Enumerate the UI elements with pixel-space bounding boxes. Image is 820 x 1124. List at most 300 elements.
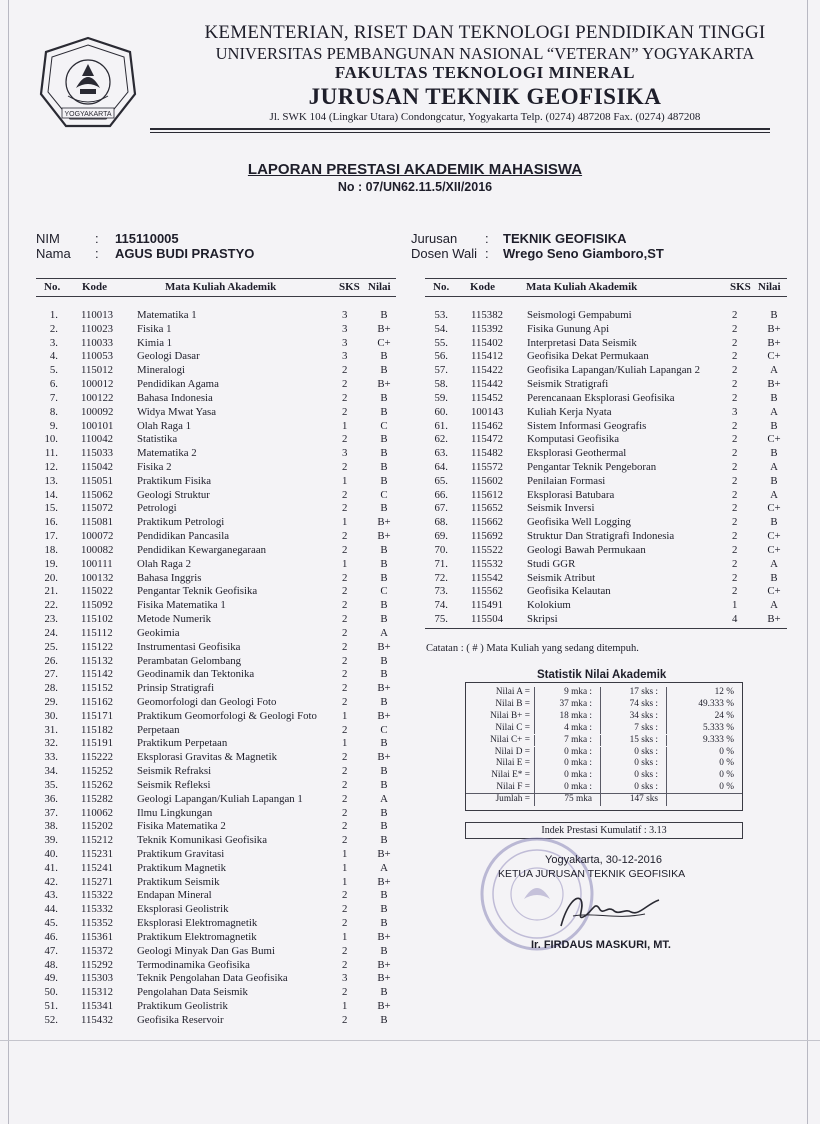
course-no: 17. [44,530,58,543]
course-name: Eksplorasi Batubara [527,488,615,501]
dosen-wali-label: Dosen Wali [411,246,477,261]
stat-sks: 7 sks : [634,722,658,733]
course-name: Kolokium [527,599,571,612]
col-header-kode-left: Kode [82,281,108,293]
course-name: Geologi Struktur [137,488,210,501]
stat-total-rule [466,793,742,794]
course-name: Studi GGR [527,557,576,570]
stat-column-divider [600,687,601,699]
course-sks: 1 [342,875,348,888]
stat-label: Nilai E* = [491,770,530,781]
course-no: 13. [44,474,58,487]
course-kode: 115652 [471,502,503,515]
course-no: 72. [434,571,448,584]
course-nilai: B [380,944,388,957]
stat-percent: 24 % [714,710,734,721]
stat-column-divider [534,711,535,723]
course-kode: 100072 [81,530,114,543]
course-nilai: B [770,391,778,404]
course-no: 42. [44,875,58,888]
stat-mka: 18 mka : [559,710,592,721]
course-kode: 115692 [471,530,503,543]
course-sks: 2 [342,461,348,474]
course-name: Pengantar Teknik Geofisika [137,585,258,598]
stat-percent: 0 % [719,782,734,793]
stat-column-divider [600,758,601,770]
stat-column-divider [666,758,667,770]
course-kode: 115562 [471,585,503,598]
col-header-nilai-right: Nilai [758,281,781,293]
course-no: 73. [434,585,448,598]
course-kode: 115491 [471,599,503,612]
course-sks: 2 [732,336,738,349]
stat-column-divider [534,770,535,782]
course-kode: 115412 [471,350,503,363]
course-sks: 2 [732,543,738,556]
course-sks: 2 [342,433,348,446]
course-no: 57. [434,364,448,377]
course-nilai: B [380,557,388,570]
course-name: Struktur Dan Stratigrafi Indonesia [527,530,675,543]
course-kode: 115612 [471,488,503,501]
table-left-top-rule [36,278,396,279]
course-nilai: A [380,626,388,639]
header-ministry: KEMENTERIAN, RISET DAN TEKNOLOGI PENDIDIKAN TINGGI [204,22,766,43]
course-nilai: B [380,447,388,460]
course-sks: 3 [342,309,348,321]
course-kode: 115022 [81,585,113,598]
course-no: 75. [434,613,448,626]
course-name: Sistem Informasi Geografis [527,419,647,432]
stat-column-divider [534,687,535,699]
stat-percent: 0 % [719,746,734,757]
course-kode: 115472 [471,433,503,446]
stat-label: Nilai D = [494,746,530,757]
course-nilai: C+ [767,530,781,543]
stat-row [466,747,742,759]
course-sks: 3 [342,336,348,349]
nim-colon: : [95,231,99,246]
stat-column-divider [534,699,535,711]
course-nilai: A [770,599,778,612]
course-name: Bahasa Inggris [137,571,202,584]
stat-label: Nilai F = [496,782,530,793]
course-name: Interpretasi Data Seismik [527,336,637,349]
course-sks: 3 [342,350,348,363]
course-nilai: B [380,599,388,612]
course-sks: 2 [342,585,348,598]
course-sks: 2 [342,903,348,916]
course-kode: 110053 [81,350,113,363]
course-no: 12. [44,461,58,474]
course-no: 7. [49,391,58,404]
course-kode: 115112 [81,626,113,639]
course-kode: 100082 [81,543,114,556]
course-name: Bahasa Indonesia [137,391,213,404]
course-nilai: C+ [767,350,781,363]
course-name: Fisika Matematika 1 [137,599,226,612]
course-sks: 2 [342,530,348,543]
course-nilai: B [380,820,388,833]
course-nilai: B [380,903,388,916]
stat-column-divider [666,711,667,723]
stat-percent: 49.333 % [698,698,734,709]
course-sks: 1 [342,847,348,860]
stat-column-divider [534,735,535,747]
course-no: 32. [44,737,58,750]
course-nilai: B+ [767,613,781,626]
course-name: Eksplorasi Gravitas & Magnetik [137,751,278,764]
course-nilai: B+ [377,751,391,764]
course-no: 26. [44,654,58,667]
svg-text:YOGYAKARTA: YOGYAKARTA [64,111,112,118]
course-nilai: B [380,461,388,474]
course-nilai: B [380,778,388,791]
course-kode: 115532 [471,557,503,570]
course-name: Perambatan Gelombang [137,654,242,667]
course-nilai: B [380,917,388,930]
course-no: 10. [44,433,58,446]
course-sks: 2 [342,820,348,833]
header-university: UNIVERSITAS PEMBANGUNAN NASIONAL “VETERAN” YOGYAKARTA [215,44,755,63]
course-sks: 2 [732,391,738,404]
course-no: 34. [44,765,58,778]
course-sks: 2 [342,986,348,999]
course-kode: 100132 [81,571,114,584]
course-kode: 115162 [81,695,113,708]
course-nilai: B+ [377,930,391,943]
course-kode: 115462 [471,419,503,432]
jurusan-label: Jurusan [411,231,458,246]
course-nilai: B [380,350,388,363]
course-nilai: B [380,668,388,681]
course-kode: 115042 [81,461,113,474]
course-nilai: B [380,613,388,626]
course-no: 30. [44,709,58,722]
course-name: Eksplorasi Elektromagnetik [137,917,258,930]
course-sks: 2 [342,654,348,667]
course-no: 62. [434,433,448,446]
course-name: Seismik Refraksi [137,765,212,778]
course-nilai: B [380,695,388,708]
course-name: Pendidikan Agama [137,378,219,391]
table-right-bottom-rule [425,628,787,629]
course-nilai: B+ [377,530,391,543]
course-sks: 2 [732,350,738,363]
course-sks: 2 [342,599,348,612]
course-kode: 115402 [471,336,503,349]
header-rule [150,128,770,130]
course-name: Geofisika Reservoir [137,1013,224,1026]
course-kode: 115422 [471,364,503,377]
course-name: Praktikum Elektromagnetik [137,930,257,943]
stat-percent: 9.333 % [703,734,734,745]
course-name: Seismologi Gempabumi [527,309,632,321]
course-sks: 2 [732,571,738,584]
course-kode: 115504 [471,613,503,626]
course-sks: 2 [732,461,738,474]
course-nilai: B+ [377,640,391,653]
course-name: Petrologi [137,502,177,515]
course-kode: 115312 [81,986,113,999]
course-nilai: B+ [377,322,391,335]
course-name: Fisika Gunung Api [527,322,610,335]
course-no: 51. [44,1000,58,1012]
course-kode: 115231 [81,847,113,860]
course-name: Kuliah Kerja Nyata [527,405,612,418]
course-name: Praktikum Magnetik [137,861,227,874]
course-kode: 115152 [81,682,113,695]
nim-label: NIM [36,231,60,246]
stat-column-divider [666,699,667,711]
course-kode: 115352 [81,917,113,930]
stat-sks: 0 sks : [634,746,658,757]
dosen-wali-colon: : [485,246,489,261]
col-header-mk-right: Mata Kuliah Akademik [526,281,638,293]
course-sks: 2 [342,723,348,736]
course-sks: 2 [342,778,348,791]
course-nilai: B+ [377,709,391,722]
nama-colon: : [95,246,99,261]
course-kode: 115303 [81,972,113,985]
course-no: 56. [434,350,448,363]
course-nilai: B+ [377,972,391,985]
course-name: Geofisika Kelautan [527,585,611,598]
course-sks: 3 [732,405,738,418]
course-kode: 110033 [81,336,113,349]
course-nilai: A [770,364,778,377]
course-sks: 1 [342,516,348,529]
course-no: 22. [44,599,58,612]
nama-label: Nama [36,246,71,261]
col-header-no-left: No. [44,281,61,293]
course-no: 19. [44,557,58,570]
stat-sks: 147 sks [629,794,658,805]
course-nilai: B [770,309,778,321]
course-no: 41. [44,861,58,874]
course-no: 58. [434,378,448,391]
course-no: 65. [434,474,448,487]
course-no: 74. [434,599,448,612]
course-name: Seismik Refleksi [137,778,211,791]
course-kode: 115081 [81,516,113,529]
dosen-wali-value: Wrego Seno Giamboro,ST [503,246,664,261]
course-nilai: B [770,419,778,432]
course-kode: 115142 [81,668,113,681]
course-name: Perpetaan [137,723,180,736]
course-no: 33. [44,751,58,764]
course-nilai: B [380,405,388,418]
course-nilai: A [380,861,388,874]
course-sks: 2 [732,378,738,391]
course-nilai: B [380,543,388,556]
course-kode: 115171 [81,709,113,722]
course-kode: 115602 [471,474,503,487]
stat-column-divider [666,687,667,699]
course-name: Praktikum Geolistrik [137,1000,228,1012]
course-no: 69. [434,530,448,543]
course-no: 21. [44,585,58,598]
course-name: Skripsi [527,613,558,626]
signature-name: Ir. FIRDAUS MASKURI, MT. [531,939,671,951]
course-nilai: B [380,889,388,902]
course-no: 54. [434,322,448,335]
course-sks: 2 [732,419,738,432]
course-nilai: B+ [377,516,391,529]
stat-sks: 0 sks : [634,770,658,781]
course-no: 68. [434,516,448,529]
course-name: Fisika 2 [137,461,172,474]
course-name: Teknik Komunikasi Geofisika [137,834,267,847]
course-kode: 115282 [81,792,113,805]
course-name: Perencanaan Eksplorasi Geofisika [527,391,675,404]
course-sks: 2 [732,433,738,446]
course-sks: 2 [342,626,348,639]
course-sks: 1 [342,861,348,874]
course-kode: 115322 [81,889,113,902]
course-no: 60. [434,405,448,418]
course-no: 71. [434,557,448,570]
course-sks: 3 [342,322,348,335]
course-sks: 2 [342,695,348,708]
course-no: 24. [44,626,58,639]
course-no: 49. [44,972,58,985]
course-sks: 2 [342,668,348,681]
stat-sks: 74 sks : [629,698,658,709]
stat-row [466,735,742,747]
course-nilai: B [380,834,388,847]
course-kode: 115542 [471,571,503,584]
course-sks: 2 [732,516,738,529]
course-sks: 2 [342,889,348,902]
stat-mka: 0 mka : [564,758,592,769]
course-no: 23. [44,613,58,626]
course-no: 9. [49,419,58,432]
course-sks: 2 [732,530,738,543]
course-no: 25. [44,640,58,653]
course-name: Praktikum Seismik [137,875,220,888]
stat-mka: 75 mka [564,794,592,805]
handwritten-signature [555,886,665,936]
scan-edge-bottom [0,1040,820,1041]
course-name: Praktikum Petrologi [137,516,225,529]
course-nilai: C [380,419,388,432]
course-kode: 115191 [81,737,113,750]
table-left-header-rule [36,296,396,297]
course-nilai: A [770,405,778,418]
course-name: Geofisika Dekat Permukaan [527,350,649,363]
course-name: Geologi Minyak Dan Gas Bumi [137,944,275,957]
course-sks: 2 [342,751,348,764]
stat-sks: 34 sks : [629,710,658,721]
course-sks: 2 [342,834,348,847]
course-kode: 115482 [471,447,503,460]
course-no: 70. [434,543,448,556]
course-no: 47. [44,944,58,957]
course-name: Geologi Dasar [137,350,200,363]
course-name: Prinsip Stratigrafi [137,682,215,695]
course-sks: 2 [732,309,738,321]
stat-column-divider [534,794,535,806]
jurusan-colon: : [485,231,489,246]
course-nilai: B [770,516,778,529]
course-nilai: B [380,986,388,999]
course-nilai: A [770,461,778,474]
course-sks: 2 [342,571,348,584]
stat-mka: 9 mka : [564,687,592,697]
stat-sks: 0 sks : [634,758,658,769]
course-no: 15. [44,502,58,515]
course-kode: 115092 [81,599,113,612]
signature-position: KETUA JURUSAN TEKNIK GEOFISIKA [498,868,686,880]
course-no: 4. [49,350,58,363]
course-sks: 2 [732,322,738,335]
header-department: JURUSAN TEKNIK GEOFISIKA [308,84,662,109]
course-name: Matematika 2 [137,447,197,460]
course-nilai: B [380,474,388,487]
nim-value: 115110005 [115,231,179,246]
course-nilai: C [380,585,388,598]
stat-column-divider [600,735,601,747]
course-kode: 100111 [81,557,113,570]
course-kode: 100092 [81,405,114,418]
course-kode: 115432 [81,1013,113,1026]
course-kode: 115241 [81,861,113,874]
course-name: Matematika 1 [137,309,197,321]
course-no: 55. [434,336,448,349]
stat-sks: 17 sks : [629,687,658,697]
course-sks: 2 [342,378,348,391]
stat-column-divider [666,723,667,735]
course-kode: 115132 [81,654,113,667]
course-kode: 115572 [471,461,503,474]
course-nilai: B [380,364,388,377]
stat-mka: 0 mka : [564,746,592,757]
course-kode: 115202 [81,820,113,833]
col-header-mk-left: Mata Kuliah Akademik [165,281,277,293]
stat-percent: 0 % [719,758,734,769]
course-no: 14. [44,488,58,501]
course-kode: 115262 [81,778,113,791]
course-no: 37. [44,806,58,819]
course-sks: 1 [342,557,348,570]
stat-row [466,770,742,782]
course-sks: 2 [342,917,348,930]
course-no: 64. [434,461,448,474]
stat-row [466,711,742,723]
course-kode: 115012 [81,364,113,377]
course-no: 39. [44,834,58,847]
university-seal-logo [38,36,138,130]
course-nilai: A [380,792,388,805]
course-no: 3. [49,336,58,349]
course-no: 66. [434,488,448,501]
course-nilai: C [380,723,388,736]
course-kode: 115662 [471,516,503,529]
course-kode: 115372 [81,944,113,957]
stat-column-divider [600,747,601,759]
course-nilai: C+ [767,585,781,598]
course-sks: 2 [342,502,348,515]
course-name: Fisika 1 [137,322,172,335]
course-kode: 115072 [81,502,113,515]
col-header-no-right: No. [433,281,450,293]
col-header-nilai-left: Nilai [368,281,391,293]
stat-label: Nilai B = [495,698,530,709]
course-name: Instrumentasi Geofisika [137,640,241,653]
course-kode: 100101 [81,419,114,432]
stat-label: Nilai A = [495,687,530,697]
